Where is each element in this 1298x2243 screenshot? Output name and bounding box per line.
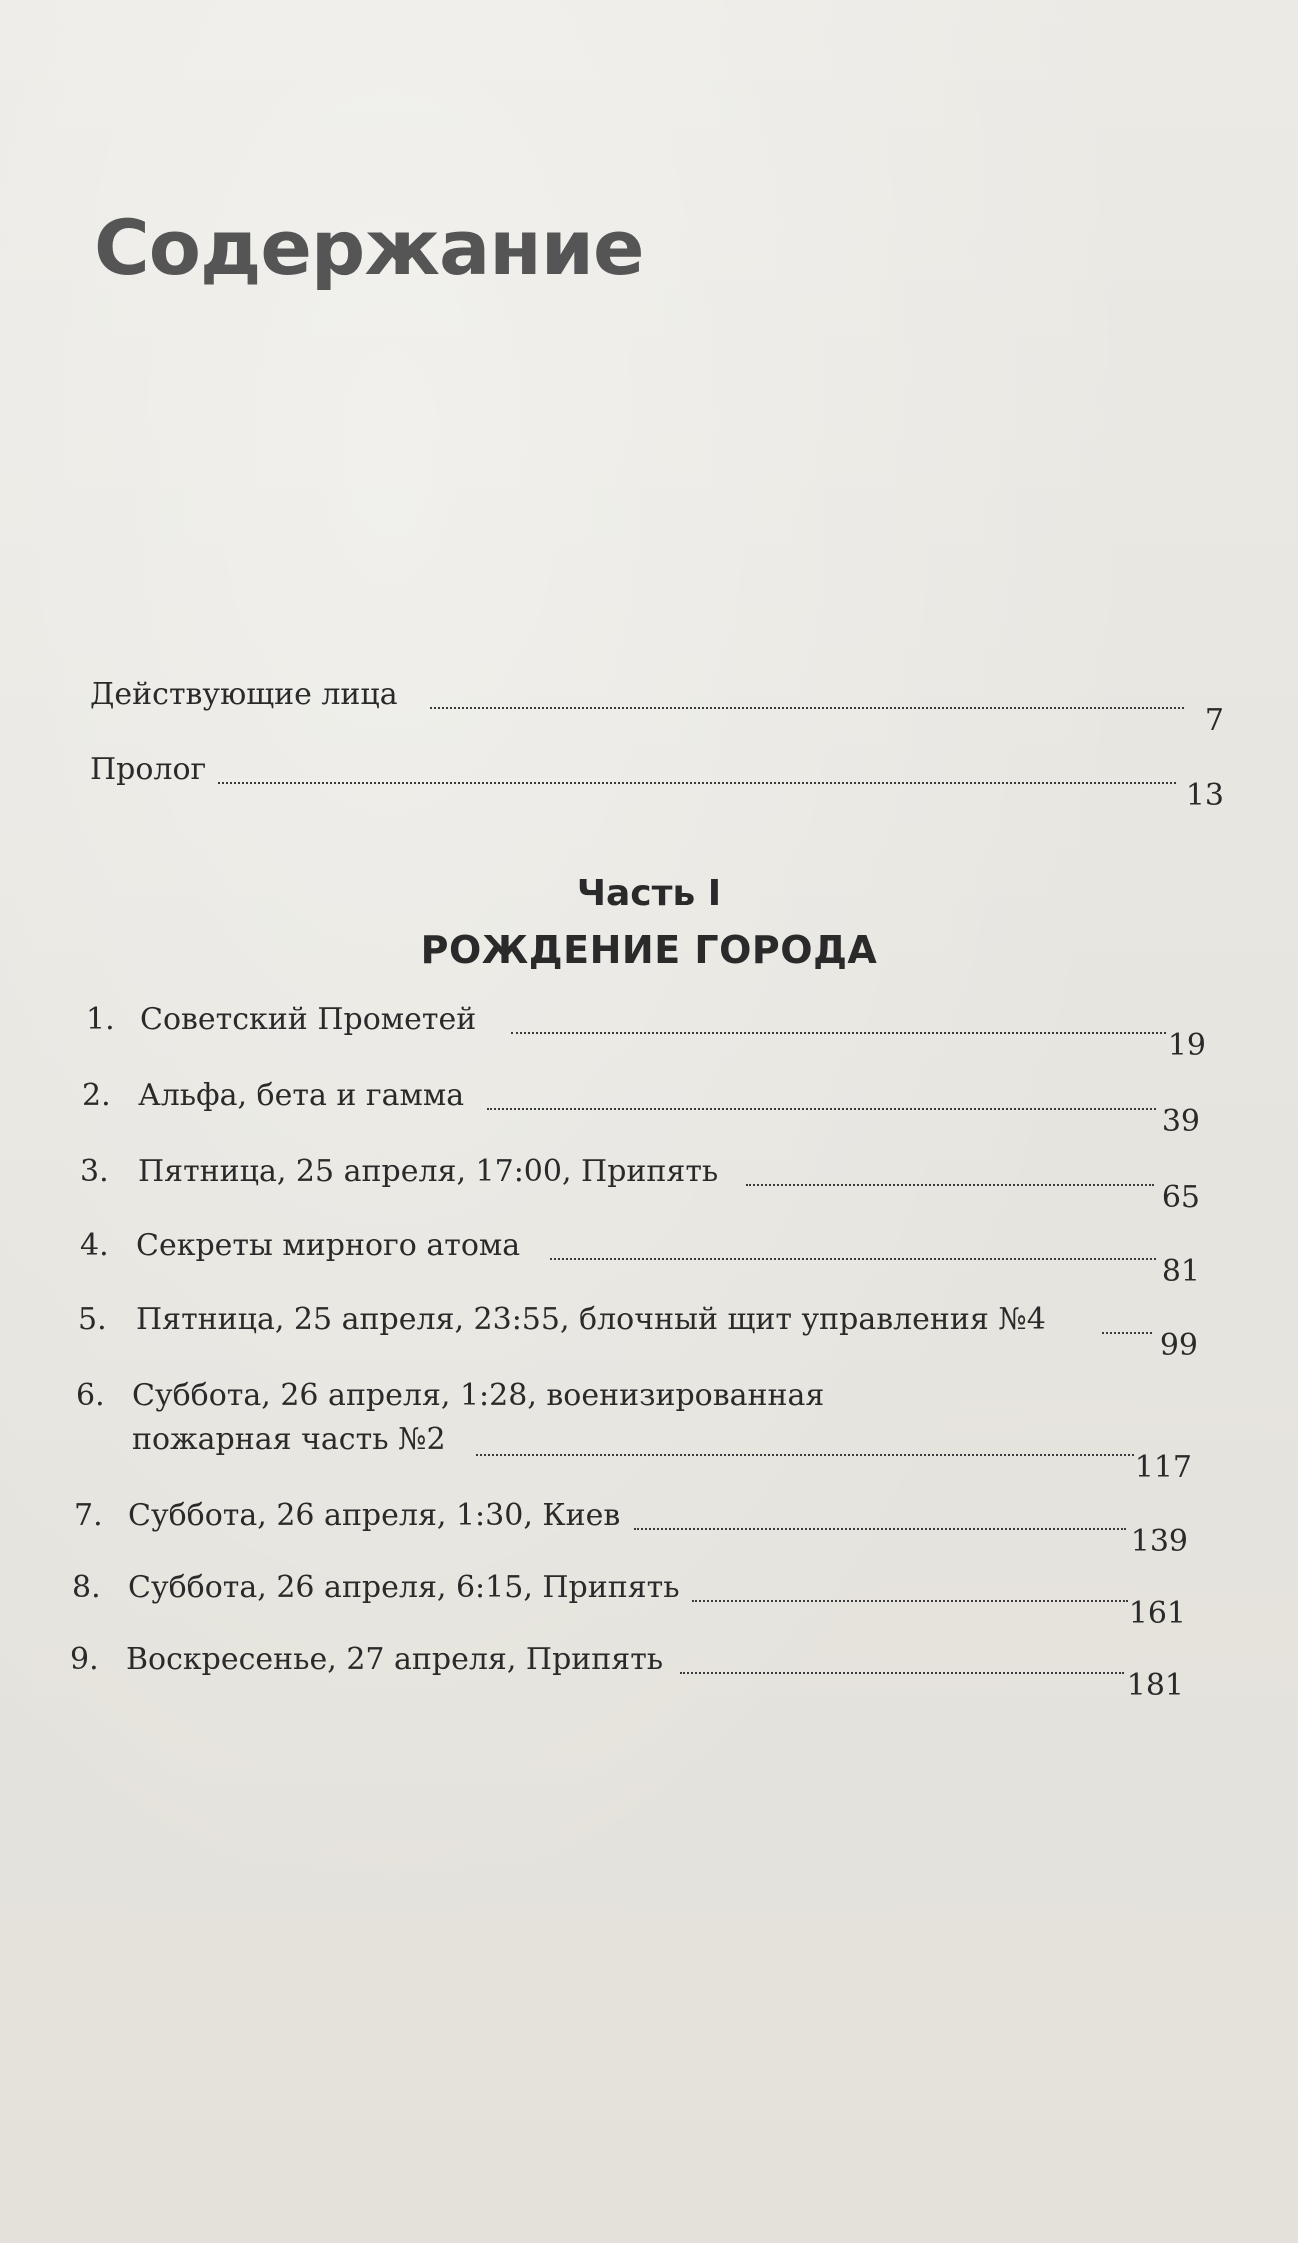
dot-leader [487,1108,1156,1110]
toc-chapter-2 [82,1076,1200,1139]
dot-leader [1102,1332,1152,1334]
chapter-number: 9. [70,1642,99,1677]
toc-entry-page: 7 [1204,703,1224,738]
chapter-title: Пятница, 25 апреля, 17:00, Припять [138,1154,719,1189]
chapter-number: 6. [76,1378,105,1413]
chapter-title: Пятница, 25 апреля, 23:55, блочный щит управления №4 [136,1302,1046,1337]
dot-leader [511,1032,1166,1034]
chapter-title-line-2: пожарная часть №2 [132,1422,446,1457]
toc-chapter-6 [76,1376,1192,1486]
chapter-number: 7. [74,1498,103,1533]
page-title: Содержание [94,203,644,292]
chapter-page: 65 [1161,1180,1200,1215]
toc-entry-page: 13 [1185,778,1224,813]
toc-entry-title: Пролог [90,752,207,787]
chapter-number: 1. [86,1002,115,1037]
chapter-page: 139 [1130,1524,1188,1559]
dot-leader [476,1454,1134,1456]
chapter-number: 3. [80,1154,109,1189]
chapter-page: 161 [1128,1596,1186,1631]
chapter-number: 5. [78,1302,107,1337]
chapter-page: 39 [1161,1104,1200,1139]
chapter-number: 4. [80,1228,109,1263]
dot-leader [746,1184,1154,1186]
toc-chapter-4 [80,1226,1200,1289]
dot-leader [692,1600,1128,1602]
toc-entry-title: Действующие лица [90,677,398,712]
toc-chapter-3 [80,1152,1200,1215]
toc-entry-prologue [90,750,1224,813]
chapter-page: 81 [1161,1254,1200,1289]
chapter-title: Альфа, бета и гамма [138,1078,465,1113]
chapter-page: 19 [1167,1028,1206,1063]
chapter-page: 117 [1134,1450,1192,1485]
chapter-title: Воскресенье, 27 апреля, Припять [126,1642,664,1677]
part-number: Часть I [576,873,722,914]
chapter-title-line-1: Суббота, 26 апреля, 1:28, военизированная [132,1378,825,1413]
toc-chapter-7 [74,1496,1188,1559]
chapter-title: Секреты мирного атома [136,1228,521,1263]
chapter-number: 8. [72,1570,101,1605]
chapter-title: Советский Прометей [140,1002,477,1037]
chapter-title: Суббота, 26 апреля, 1:30, Киев [128,1498,621,1533]
chapter-page: 181 [1126,1668,1184,1703]
chapter-page: 99 [1159,1328,1198,1363]
toc-chapter-1 [86,1000,1206,1063]
dot-leader [430,707,1184,709]
toc-entry-characters [90,675,1224,738]
chapter-number: 2. [82,1078,111,1113]
toc-chapter-8 [72,1568,1186,1631]
chapter-title: Суббота, 26 апреля, 6:15, Припять [128,1570,680,1605]
dot-leader [218,782,1176,784]
dot-leader [550,1258,1156,1260]
toc-chapter-9 [70,1640,1184,1703]
toc-chapter-5 [78,1300,1198,1363]
dot-leader [680,1672,1124,1674]
part-title: РОЖДЕНИЕ ГОРОДА [420,928,878,972]
dot-leader [634,1528,1126,1530]
